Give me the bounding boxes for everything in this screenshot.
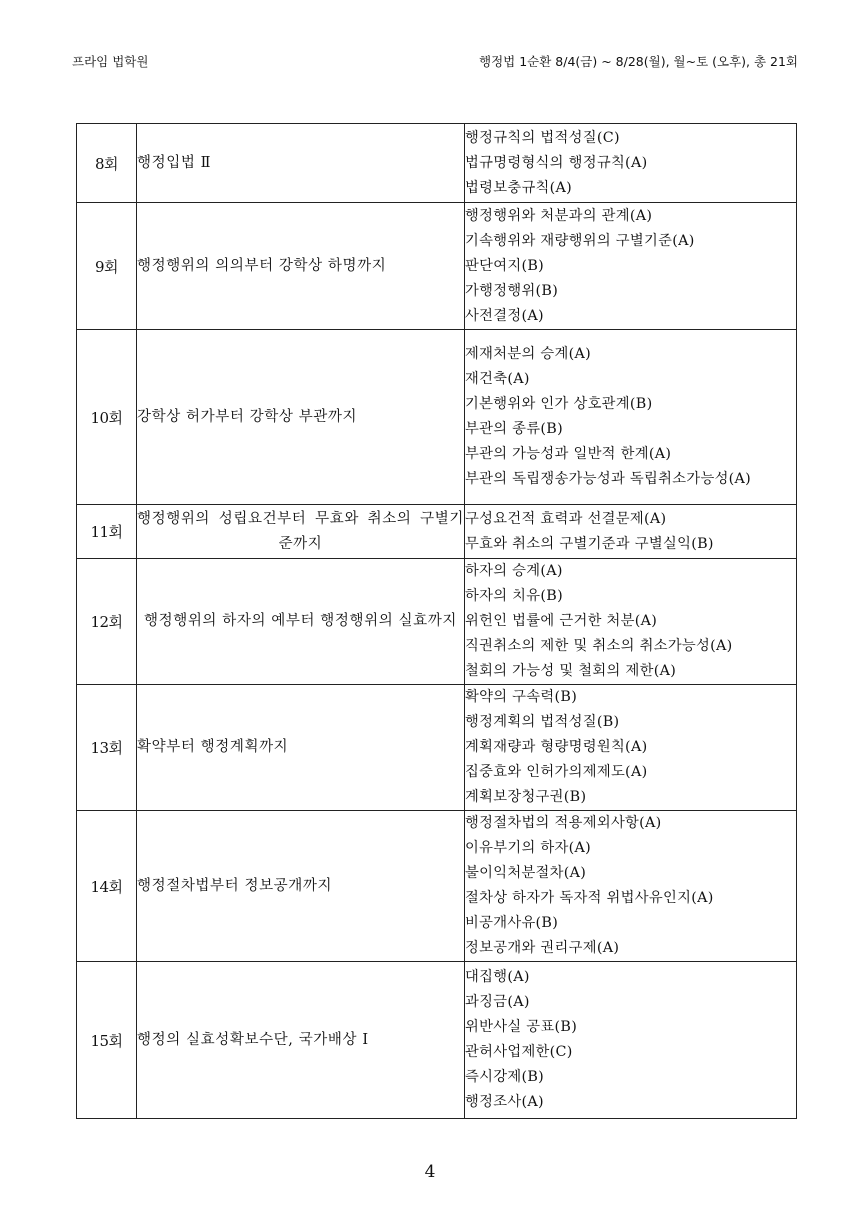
session-topics-cell <box>465 124 797 203</box>
session-number: 9회 <box>77 203 137 330</box>
session-row <box>77 203 797 330</box>
topic-item: 부관의 독립쟁송가능성과 독립취소가능성(A) <box>465 471 752 487</box>
session-number: 11회 <box>77 505 137 559</box>
topic-item: 법규명령형식의 행정규칙(A) <box>465 154 648 171</box>
topic-item: 판단여지(B) <box>465 257 545 274</box>
session-title-cell <box>137 685 465 811</box>
topic-item: 관허사업제한(C) <box>465 1044 573 1060</box>
topic-item: 사전결정(A) <box>465 307 544 324</box>
topic-item: 계획재량과 형량명령원칙(A) <box>465 739 648 755</box>
topic-item: 하자의 치유(B) <box>465 588 563 604</box>
topic-item: 대집행(A) <box>465 969 530 985</box>
topic-item: 위헌인 법률에 근거한 처분(A) <box>465 613 658 629</box>
schedule-table <box>76 123 797 1119</box>
session-number: 15회 <box>77 962 137 1119</box>
topic-item: 구성요건적 효력과 선결문제(A) <box>465 510 667 527</box>
session-title-cell <box>137 559 465 685</box>
session-row <box>77 559 797 685</box>
session-row <box>77 330 797 505</box>
topic-list <box>465 811 796 961</box>
header-course-info: 행정법 1순환 8/4(금) ~ 8/28(월), 월~토 (오후), 총 21회 <box>479 54 798 69</box>
topic-item: 위반사실 공표(B) <box>465 1019 578 1035</box>
session-number: 8회 <box>77 124 137 203</box>
session-row <box>77 811 797 962</box>
session-row <box>77 505 797 559</box>
topic-item: 행정규칙의 법적성질(C) <box>465 129 620 146</box>
topic-item: 부관의 종류(B) <box>465 421 563 437</box>
session-title: 행정절차법부터 정보공개까지 <box>137 877 333 894</box>
session-title: 행정행위의 성립요건부터 무효와 취소의 구별기준까지 <box>137 510 464 552</box>
topic-item: 정보공개와 권리구제(A) <box>465 940 620 956</box>
topic-item: 재건축(A) <box>465 371 530 387</box>
topic-item: 행정계획의 법적성질(B) <box>465 714 620 730</box>
topic-item: 기속행위와 재량행위의 구별기준(A) <box>465 232 695 249</box>
session-title: 행정입법 Ⅱ <box>137 154 212 171</box>
topic-item: 행정절차법의 적용제외사항(A) <box>465 815 662 831</box>
session-title: 행정의 실효성확보수단, 국가배상 I <box>137 1031 369 1048</box>
session-topics-cell <box>465 685 797 811</box>
topic-item: 계획보장청구권(B) <box>465 789 587 805</box>
session-number: 10회 <box>77 330 137 505</box>
topic-item: 하자의 승계(A) <box>465 563 563 579</box>
topic-list <box>465 342 796 492</box>
topic-item: 비공개사유(B) <box>465 915 559 931</box>
topic-item: 행정행위와 처분과의 관계(A) <box>465 207 653 224</box>
topic-item: 부관의 가능성과 일반적 한계(A) <box>465 446 672 462</box>
session-topics-cell <box>465 811 797 962</box>
session-title-cell <box>137 811 465 962</box>
topic-item: 무효와 취소의 구별기준과 구별실익(B) <box>465 535 714 552</box>
session-title: 확약부터 행정계획까지 <box>137 739 289 755</box>
topic-item: 행정조사(A) <box>465 1094 544 1110</box>
topic-item: 기본행위와 인가 상호관계(B) <box>465 396 653 412</box>
topic-item: 절차상 하자가 독자적 위법사유인지(A) <box>465 890 714 906</box>
topic-item: 집중효와 인허가의제제도(A) <box>465 764 648 780</box>
session-title-cell <box>137 203 465 330</box>
topic-item: 직권취소의 제한 및 취소의 취소가능성(A) <box>465 638 733 654</box>
topic-item: 가행정행위(B) <box>465 282 559 299</box>
session-topics-cell <box>465 505 797 559</box>
session-number: 14회 <box>77 811 137 962</box>
topic-list <box>465 204 796 329</box>
session-title: 행정행위의 하자의 예부터 행정행위의 실효까지 <box>144 613 457 629</box>
topic-item: 제재처분의 승계(A) <box>465 346 591 362</box>
session-title-cell <box>137 962 465 1119</box>
session-number: 13회 <box>77 685 137 811</box>
schedule-body <box>77 124 797 1119</box>
topic-item: 즉시강제(B) <box>465 1069 545 1085</box>
topic-item: 확약의 구속력(B) <box>465 689 578 705</box>
session-number: 12회 <box>77 559 137 685</box>
session-topics-cell <box>465 962 797 1119</box>
session-topics-cell <box>465 559 797 685</box>
topic-list <box>465 685 796 810</box>
session-title-cell <box>137 330 465 505</box>
session-row <box>77 124 797 203</box>
topic-item: 과징금(A) <box>465 994 530 1010</box>
header-academy-name: 프라임 법학원 <box>72 54 149 69</box>
topic-item: 이유부기의 하자(A) <box>465 840 591 856</box>
session-row <box>77 685 797 811</box>
topic-list <box>465 965 796 1115</box>
topic-list <box>465 126 796 201</box>
session-title: 행정행위의 의의부터 강학상 하명까지 <box>137 257 387 274</box>
session-topics-cell <box>465 330 797 505</box>
session-title: 강학상 허가부터 강학상 부관까지 <box>137 408 358 425</box>
topic-item: 철회의 가능성 및 철회의 제한(A) <box>465 663 677 679</box>
topic-list <box>465 559 796 684</box>
page-number: 4 <box>424 1162 436 1182</box>
session-title-cell <box>137 505 465 559</box>
topic-item: 불이익처분절차(A) <box>465 865 587 881</box>
topic-list <box>465 507 796 557</box>
session-title-cell <box>137 124 465 203</box>
topic-item: 법령보충규칙(A) <box>465 179 573 196</box>
session-topics-cell <box>465 203 797 330</box>
session-row <box>77 962 797 1119</box>
